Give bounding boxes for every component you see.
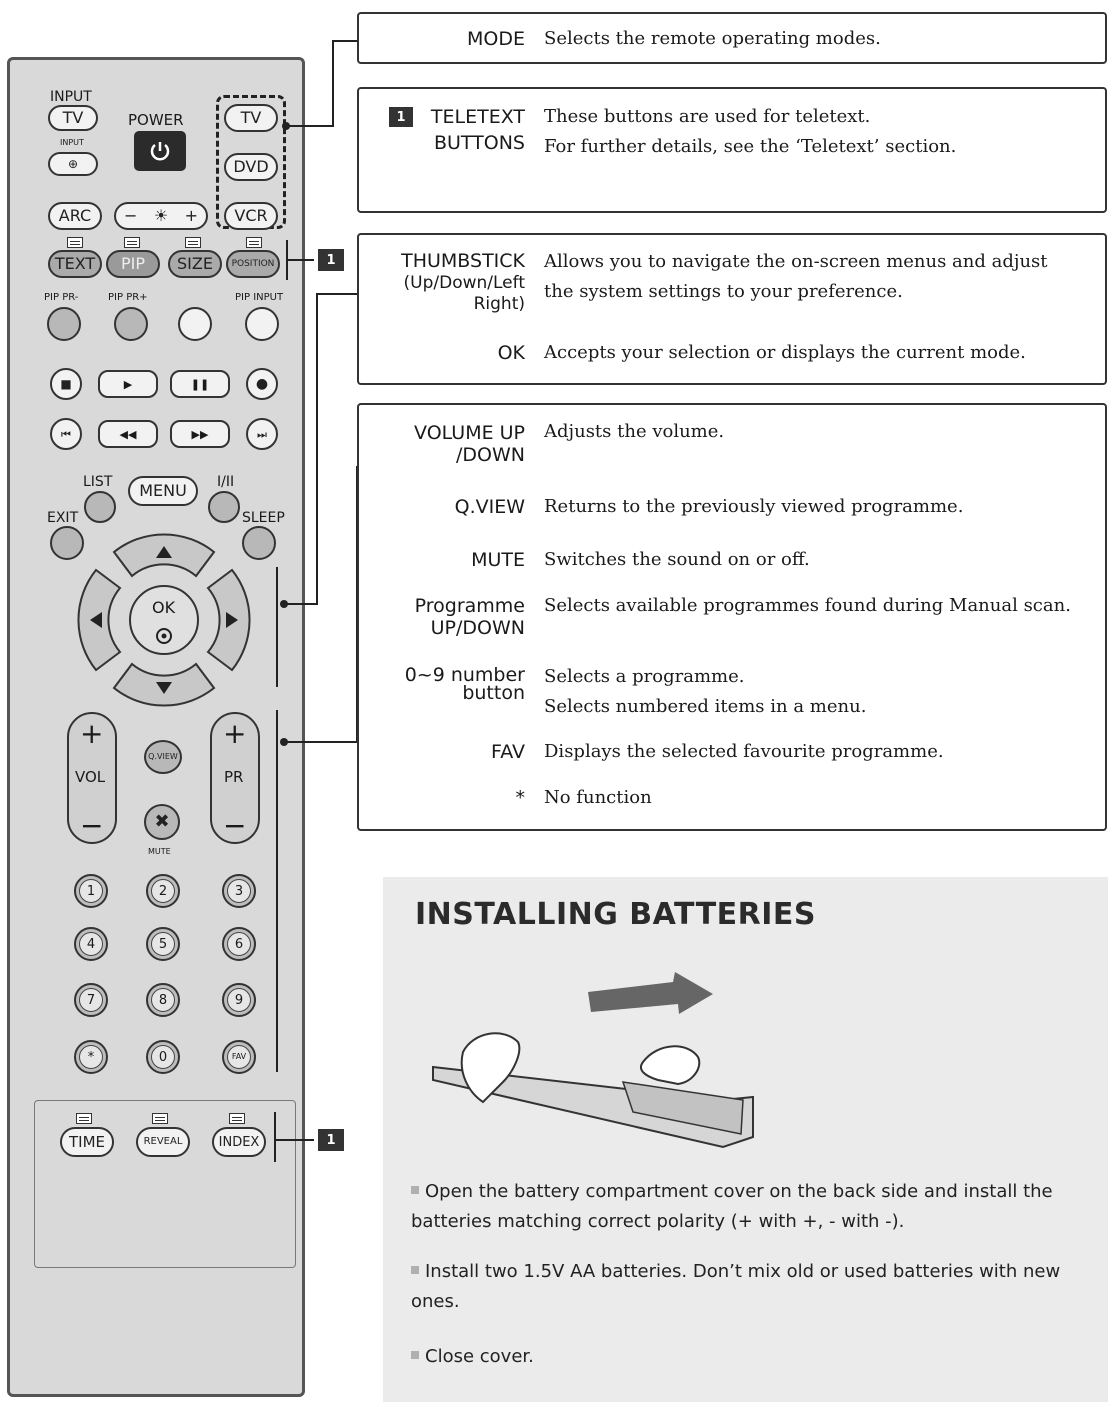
input-button[interactable] (48, 152, 98, 176)
position-button[interactable]: POSITION (226, 250, 280, 278)
next-button[interactable] (246, 418, 278, 450)
pip-pr-minus-label: PIP PR- (44, 292, 79, 303)
mute-label: MUTE (148, 847, 171, 856)
number-button-2[interactable]: 2 (146, 874, 180, 908)
mode-vcr-button[interactable]: VCR (224, 202, 278, 230)
teletext-badge: 1 (389, 107, 413, 127)
tv-input-button[interactable]: TV (48, 105, 98, 131)
power-icon (148, 139, 172, 163)
number-button-9[interactable]: 9 (222, 983, 256, 1017)
pause-icon: ❚❚ (190, 377, 210, 391)
thumbstick-description-box: THUMBSTICK (Up/Down/Left Right) Allows you to navigate the on-screen menus and adjust the system settings to your preference. OK Accepts your selection or displays the current mode. (357, 233, 1107, 385)
pr-label: PR (224, 768, 244, 786)
stop-button[interactable] (50, 368, 82, 400)
position-mode-icon (246, 237, 262, 248)
right-hand-icon (641, 1046, 699, 1084)
mode-tv-button[interactable]: TV (224, 104, 278, 132)
number-button-3[interactable]: 3 (222, 874, 256, 908)
fav-term: FAV (491, 741, 525, 763)
menu-button[interactable]: MENU (128, 476, 198, 506)
volume-description-box: VOLUME UP /DOWN Adjusts the volume. Q.VIEW Returns to the previously viewed programme. MUTE Switches the sound on or off. Programme UP/DOWN Selects available programmes found during Manual scan. 0~9 number button Selects a programme. Selects numbered items in a menu. FAV Displays the selected favourite programme. * No function (357, 403, 1107, 831)
ok-desc: Accepts your selection or displays the current mode. (544, 342, 1026, 363)
pip-mode-icon (124, 237, 140, 248)
pip-button[interactable]: PIP (106, 250, 160, 278)
skip-forward-icon: ⏭ (257, 427, 267, 441)
teletext-term: TELETEXT (430, 106, 525, 128)
text-button[interactable]: TEXT (48, 250, 102, 278)
number-button-1[interactable]: 1 (74, 874, 108, 908)
pip-pr-minus-button[interactable] (47, 307, 81, 341)
arc-button[interactable]: ARC (48, 202, 102, 230)
size-button[interactable]: SIZE (168, 250, 222, 278)
ok-label: OK (152, 598, 176, 617)
mute-icon: ✖ (154, 811, 170, 832)
fast-forward-icon: ▶▶ (191, 427, 209, 441)
time-mode-icon (76, 1113, 92, 1124)
text-mode-icon (67, 237, 83, 248)
programme-desc: Selects available programmes found during Manual scan. (544, 595, 1071, 616)
battery-installation-illustration (423, 972, 763, 1162)
programme-term: Programme (414, 595, 525, 617)
ok-term: OK (497, 342, 525, 364)
mode-connector (286, 125, 334, 127)
number-button-8[interactable]: 8 (146, 983, 180, 1017)
list-button[interactable] (84, 491, 116, 523)
volume-bracket (276, 710, 278, 1072)
index-button[interactable]: INDEX (212, 1127, 266, 1157)
play-icon: ▶ (123, 377, 133, 391)
teletext-description-box: 1 TELETEXT BUTTONS These buttons are used for teletext. For further details, see the ‘Teletext’ section. (357, 87, 1107, 213)
number-button-5[interactable]: 5 (146, 927, 180, 961)
thumbstick-desc: Allows you to navigate the on-screen menus and adjust (544, 251, 1048, 272)
thumbstick[interactable] (74, 530, 254, 710)
mode-dvd-button[interactable]: DVD (224, 153, 278, 181)
batteries-title: INSTALLING BATTERIES (415, 897, 817, 932)
skip-back-icon: ⏮ (61, 427, 71, 441)
fast-forward-button[interactable] (170, 420, 230, 448)
exit-label: EXIT (47, 510, 79, 526)
index-mode-icon (229, 1113, 245, 1124)
volume-down-icon: − (80, 809, 104, 842)
plus-icon: + (184, 206, 198, 225)
input-label: INPUT (50, 89, 92, 105)
pip-pr-plus-label: PIP PR+ (108, 292, 148, 303)
previous-button[interactable] (50, 418, 82, 450)
record-icon: ● (255, 376, 269, 392)
minus-icon: − (124, 206, 138, 225)
programme-down-icon: − (223, 809, 247, 842)
i-ii-button[interactable] (208, 491, 240, 523)
bottom-panel (34, 1100, 296, 1268)
rewind-button[interactable] (98, 420, 158, 448)
power-button[interactable] (134, 131, 186, 171)
programme-up-icon: + (223, 717, 247, 750)
input-source-icon: ⊕ (67, 157, 79, 171)
star-button[interactable]: * (74, 1040, 108, 1074)
brightness-icon: ☀ (153, 206, 169, 225)
star-desc: No function (544, 787, 652, 808)
volume-up-icon: + (80, 717, 104, 750)
battery-step-3: Close cover. (411, 1342, 1071, 1372)
mute-button[interactable] (144, 804, 180, 840)
qview-desc: Returns to the previously viewed programme. (544, 496, 964, 517)
pip-pr-plus-button[interactable] (114, 307, 148, 341)
star-term: * (515, 787, 525, 809)
thumbstick-term: THUMBSTICK (401, 250, 525, 272)
time-button[interactable]: TIME (60, 1127, 114, 1157)
pip-input-button[interactable] (245, 307, 279, 341)
power-label: POWER (128, 111, 184, 129)
play-button[interactable] (98, 370, 158, 398)
volume-desc: Adjusts the volume. (544, 421, 725, 442)
number-button-0[interactable]: 0 (146, 1040, 180, 1074)
size-mode-icon (185, 237, 201, 248)
input-small-label: INPUT (60, 138, 84, 147)
pause-button[interactable] (170, 370, 230, 398)
reveal-mode-icon (152, 1113, 168, 1124)
record-button[interactable] (246, 368, 278, 400)
teletext-badge-bottom: 1 (318, 1129, 344, 1151)
mute-desc: Switches the sound on or off. (544, 549, 810, 570)
number-button-7[interactable]: 7 (74, 983, 108, 1017)
volume-term: VOLUME UP (414, 422, 525, 444)
qview-button[interactable]: Q.VIEW (144, 740, 182, 774)
slide-arrow-icon (588, 972, 713, 1014)
qview-term: Q.VIEW (454, 496, 525, 518)
vol-label: VOL (75, 768, 106, 786)
teletext-bracket-bottom (274, 1112, 276, 1162)
stop-icon: ■ (60, 377, 72, 391)
battery-step-2: Install two 1.5V AA batteries. Don’t mix old or used batteries with new ones. (411, 1261, 1061, 1312)
rewind-icon: ◀◀ (119, 427, 137, 441)
number-button-4[interactable]: 4 (74, 927, 108, 961)
list-label: LIST (83, 474, 113, 490)
teletext-desc: These buttons are used for teletext. (544, 106, 871, 127)
mode-term: MODE (467, 28, 525, 50)
mute-term: MUTE (471, 549, 525, 571)
mode-description-box (357, 12, 1107, 64)
number-desc: Selects a programme. (544, 666, 745, 687)
teletext-badge-top: 1 (318, 249, 344, 271)
number-term: 0~9 number (404, 664, 525, 686)
i-ii-label: I/II (217, 474, 235, 490)
reveal-button[interactable]: REVEAL (136, 1127, 190, 1157)
sleep-label: SLEEP (242, 510, 285, 526)
remote-control (7, 57, 305, 1397)
pip-swap-button[interactable] (178, 307, 212, 341)
pip-input-label: PIP INPUT (235, 292, 284, 303)
fav-button[interactable]: FAV (222, 1040, 256, 1074)
thumbstick-bracket (276, 567, 278, 687)
number-button-6[interactable]: 6 (222, 927, 256, 961)
batteries-panel (383, 877, 1108, 1402)
mode-desc: Selects the remote operating modes. (544, 28, 881, 49)
fav-desc: Displays the selected favourite programme. (544, 741, 944, 762)
brightness-button[interactable] (114, 202, 208, 230)
battery-step-1: Open the battery compartment cover on the back side and install the batteries matching correct polarity (+ with +, - with -). (411, 1181, 1053, 1232)
